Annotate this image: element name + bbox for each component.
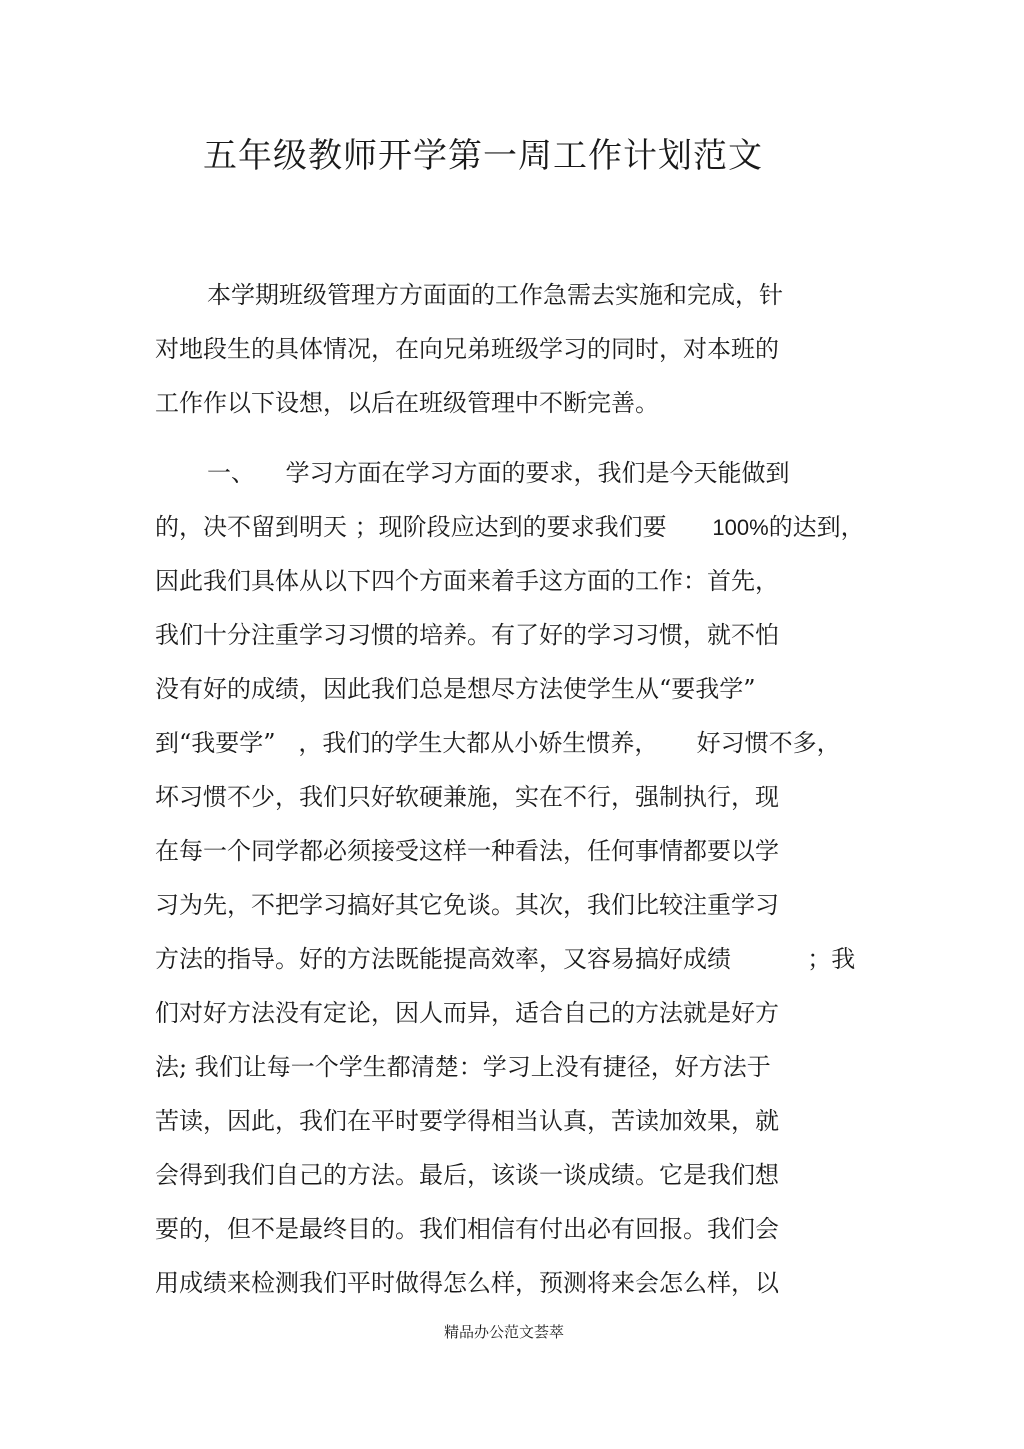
page-footer: 精品办公范文荟萃	[443, 1323, 564, 1341]
paragraph-line: 法; 我们让每一个学生都清楚：学习上没有捷径，好方法于	[155, 1053, 771, 1081]
line-text: 到“我要学” ，我们的学生大都从小娇生惯养， 好习惯不多，	[155, 729, 841, 757]
paragraph-line: 要的，但不是最终目的。我们相信有付出必有回报。我们会	[155, 1215, 779, 1243]
paragraph-line	[155, 942, 855, 976]
paragraph-line	[155, 726, 841, 760]
paragraph-line: 工作作以下设想，以后在班级管理中不断完善。	[155, 389, 659, 417]
paragraph-line	[207, 456, 790, 490]
paragraph-line: 对地段生的具体情况，在向兄弟班级学习的同时，对本班的	[155, 335, 779, 363]
paragraph-line: 用成绩来检测我们平时做得怎么样，预测将来会怎么样，以	[155, 1269, 779, 1297]
paragraph-line: 会得到我们自己的方法。最后，该谈一谈成绩。它是我们想	[155, 1161, 779, 1189]
document-title: 五年级教师开学第一周工作计划范文	[203, 136, 763, 176]
paragraph-line: 因此我们具体从以下四个方面来着手这方面的工作：首先，	[155, 567, 779, 595]
paragraph-line: 习为先，不把学习搞好其它免谈。其次，我们比较注重学习	[155, 891, 779, 919]
paragraph-line: 苦读，因此，我们在平时要学得相当认真，苦读加效果，就	[155, 1107, 779, 1135]
paragraph-line: 在每一个同学都必须接受这样一种看法，任何事情都要以学	[155, 837, 779, 865]
paragraph-line: 我们十分注重学习习惯的培养。有了好的学习习惯，就不怕	[155, 621, 779, 649]
paragraph-line	[155, 510, 865, 545]
percent-value: 100%	[712, 515, 769, 540]
paragraph-line: 本学期班级管理方方面面的工作急需去实施和完成，针	[207, 281, 783, 309]
paragraph-line: 坏习惯不少，我们只好软硬兼施，实在不行，强制执行，现	[155, 783, 779, 811]
line-text: 的达到，	[768, 513, 865, 541]
paragraph-line: 们对好方法没有定论，因人而异，适合自己的方法就是好方	[155, 999, 779, 1027]
paragraph-line: 没有好的成绩，因此我们总是想尽方法使学生从“要我学”	[155, 675, 756, 703]
line-text: 的，决不留到明天 ；现阶段应达到的要求我们要	[155, 513, 713, 541]
line-text: 方法的指导。好的方法既能提高效率，又容易搞好成绩 ；我	[155, 945, 856, 973]
line-text: 一、 学习方面在学习方面的要求，我们是今天能做到	[207, 459, 790, 487]
